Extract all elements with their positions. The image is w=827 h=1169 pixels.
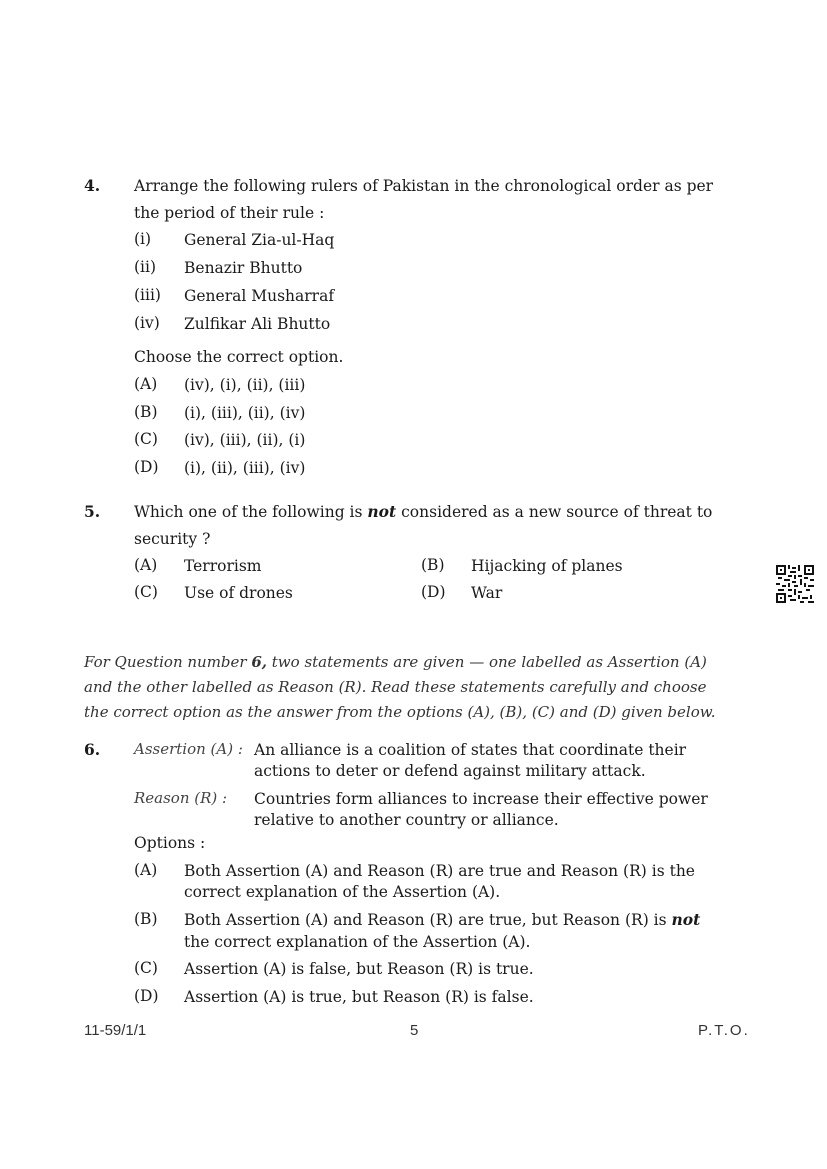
reason-text-line1: Countries form alliances to increase their effective power	[254, 790, 708, 808]
question-4-number: 4.	[84, 176, 101, 195]
q4-option-label: (C)	[134, 430, 158, 448]
instruction-line1: For Question number 6, two statements are given — one labelled as Assertion (A)	[84, 653, 707, 671]
instruction-line3: the correct option as the answer from the options (A), (B), (C) and (D) given below.	[84, 703, 716, 721]
q6-option-a-text-line1: Both Assertion (A) and Reason (R) are true and Reason (R) is the	[184, 862, 695, 880]
options-heading: Options :	[134, 834, 206, 852]
q4-item-roman: (i)	[134, 230, 152, 248]
q6-option-b-text-line1: Both Assertion (A) and Reason (R) are true, but Reason (R) is not	[184, 910, 701, 929]
assertion-text-line2: actions to deter or defend against military attack.	[254, 762, 646, 780]
assertion-text-line1: An alliance is a coalition of states that coordinate their	[254, 741, 687, 759]
q6-option-c-label: (C)	[134, 959, 158, 977]
q5-option-text: Terrorism	[184, 557, 262, 575]
q6-option-c-text: Assertion (A) is false, but Reason (R) is true.	[184, 960, 534, 978]
question-4-text-line2: the period of their rule :	[134, 204, 325, 222]
pto-label: P.T.O.	[698, 1022, 750, 1039]
question-5-text-line1: Which one of the following is not considered as a new source of threat to	[134, 502, 713, 521]
q5-option-label: (A)	[134, 556, 158, 574]
q4-option-label: (B)	[134, 403, 158, 421]
q5-option-text: Use of drones	[184, 584, 293, 602]
q5-option-text: War	[471, 584, 503, 602]
q6-option-a-label: (A)	[134, 861, 158, 879]
q4-item-text: General Zia-ul-Haq	[184, 231, 335, 249]
q5-option-label: (C)	[134, 583, 158, 601]
q4-option-label: (A)	[134, 375, 158, 393]
q4-item-text: Benazir Bhutto	[184, 259, 303, 277]
q4-item-text: Zulfikar Ali Bhutto	[184, 315, 331, 333]
q6-option-d-text: Assertion (A) is true, but Reason (R) is false.	[184, 988, 534, 1006]
page-number: 5	[410, 1022, 419, 1039]
q4-option-text: (iv), (i), (ii), (iii)	[184, 376, 306, 394]
q5-option-label: (D)	[421, 583, 446, 601]
q4-item-roman: (iv)	[134, 314, 160, 332]
instruction-line2: and the other labelled as Reason (R). Read these statements carefully and choose	[84, 678, 707, 696]
assertion-label: Assertion (A) :	[134, 740, 243, 758]
reason-text-line2: relative to another country or alliance.	[254, 811, 559, 829]
q4-item-text: General Musharraf	[184, 287, 335, 305]
q5-option-text: Hijacking of planes	[471, 557, 623, 575]
q6-option-b-label: (B)	[134, 910, 158, 928]
q6-option-d-label: (D)	[134, 987, 159, 1005]
paper-code: 11-59/1/1	[84, 1022, 147, 1039]
q4-option-text: (i), (ii), (iii), (iv)	[184, 459, 306, 477]
q5-option-label: (B)	[421, 556, 445, 574]
q4-option-text: (iv), (iii), (ii), (i)	[184, 431, 306, 449]
q4-item-roman: (iii)	[134, 286, 161, 304]
question-6-number: 6.	[84, 740, 101, 759]
question-4-text-line1: Arrange the following rulers of Pakistan in the chronological order as per	[134, 177, 714, 195]
reason-label: Reason (R) :	[134, 789, 228, 807]
question-5-number: 5.	[84, 502, 101, 521]
q4-option-text: (i), (iii), (ii), (iv)	[184, 404, 306, 422]
q4-option-label: (D)	[134, 458, 159, 476]
q6-option-b-text-line2: the correct explanation of the Assertion (A).	[184, 933, 531, 951]
qr-code-icon	[776, 565, 814, 603]
q6-option-a-text-line2: correct explanation of the Assertion (A).	[184, 883, 501, 901]
q4-item-roman: (ii)	[134, 258, 157, 276]
q4-choose-instruction: Choose the correct option.	[134, 348, 344, 366]
question-5-text-line2: security ?	[134, 530, 211, 548]
